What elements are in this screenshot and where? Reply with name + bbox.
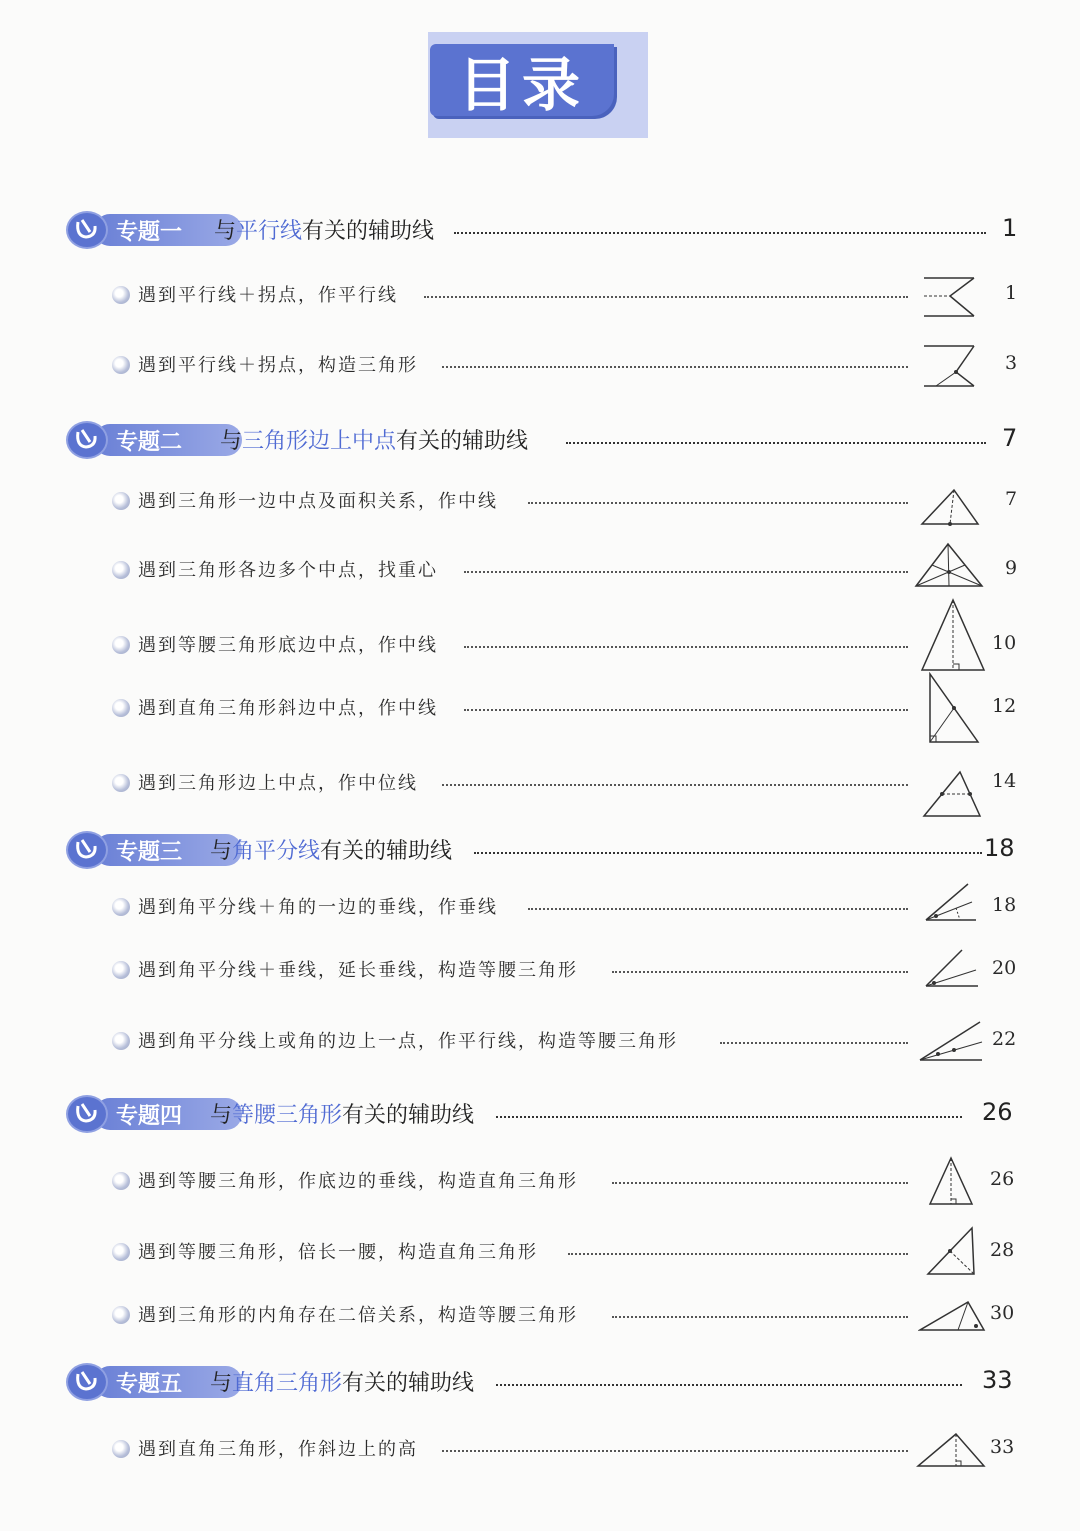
toc-item[interactable] [112, 1300, 1020, 1330]
section-title: 与平行线有关的辅助线 [214, 219, 435, 244]
toc-item-page: 18 [992, 894, 1017, 916]
section-3-header[interactable] [66, 828, 1020, 872]
bullet-icon [112, 1440, 130, 1458]
section-page-number: 1 [1002, 214, 1018, 242]
dot-leader [612, 1182, 908, 1184]
section-2-header[interactable] [66, 418, 1020, 462]
section-badge-label: 专题一 [94, 214, 242, 246]
angle-bisector-parallel-figure [918, 1020, 984, 1062]
toc-item[interactable] [112, 1237, 1020, 1267]
toc-item-text: 遇到直角三角形斜边中点，作中线 [138, 698, 438, 719]
bullet-icon [112, 774, 130, 792]
toc-item-text: 遇到平行线＋拐点，作平行线 [138, 285, 398, 306]
section-page-number: 33 [982, 1366, 1013, 1394]
angle-bisector-extend-figure [922, 946, 980, 990]
bullet-icon [112, 561, 130, 579]
toc-item-page: 33 [990, 1436, 1015, 1458]
bullet-icon [112, 286, 130, 304]
dot-leader [528, 502, 908, 504]
midline-figure [922, 770, 982, 818]
isosceles-perpendicular-figure [928, 1156, 974, 1206]
bullet-icon [112, 1306, 130, 1324]
toc-item-text: 遇到等腰三角形，倍长一腰，构造直角三角形 [138, 1242, 538, 1263]
dot-leader [442, 366, 908, 368]
swirl-icon [66, 1095, 108, 1133]
toc-item[interactable] [112, 630, 1020, 660]
dot-leader [442, 1450, 908, 1452]
dot-leader [474, 852, 982, 854]
toc-item-text: 遇到平行线＋拐点，构造三角形 [138, 355, 418, 376]
dot-leader [464, 571, 908, 573]
section-page-number: 18 [984, 834, 1015, 862]
toc-item-page: 22 [992, 1028, 1017, 1050]
bullet-icon [112, 1172, 130, 1190]
toc-item-page: 1 [1005, 282, 1018, 304]
section-title: 与等腰三角形有关的辅助线 [210, 1103, 475, 1128]
section-page-number: 26 [982, 1098, 1013, 1126]
section-title: 与直角三角形有关的辅助线 [210, 1371, 475, 1396]
dot-leader [424, 296, 908, 298]
toc-item-text: 遇到等腰三角形底边中点，作中线 [138, 635, 438, 656]
toc-item-text: 遇到三角形各边多个中点，找重心 [138, 560, 438, 581]
toc-item[interactable] [112, 350, 1020, 380]
toc-item-text: 遇到等腰三角形，作底边的垂线，构造直角三角形 [138, 1171, 578, 1192]
section-badge [66, 422, 242, 458]
dot-leader [568, 1253, 908, 1255]
toc-item-text: 遇到角平分线＋垂线，延长垂线，构造等腰三角形 [138, 960, 578, 981]
dot-leader [464, 709, 908, 711]
dot-leader [496, 1116, 962, 1118]
bullet-icon [112, 898, 130, 916]
bullet-icon [112, 356, 130, 374]
toc-item-page: 26 [990, 1168, 1015, 1190]
toc-item-text: 遇到角平分线上或角的边上一点，作平行线，构造等腰三角形 [138, 1031, 678, 1052]
right-triangle-altitude-figure [916, 1432, 986, 1468]
bullet-icon [112, 961, 130, 979]
section-4-header[interactable] [66, 1092, 1020, 1136]
dot-leader [612, 1316, 908, 1318]
toc-item[interactable] [112, 1166, 1020, 1196]
toc-item-page: 3 [1005, 352, 1018, 374]
toc-item[interactable] [112, 768, 1020, 798]
toc-item[interactable] [112, 955, 1020, 985]
section-1-header[interactable] [66, 208, 1020, 252]
toc-item[interactable] [112, 1026, 1020, 1056]
dot-leader [464, 646, 908, 648]
dot-leader [612, 971, 908, 973]
toc-item[interactable] [112, 280, 1020, 310]
toc-item-page: 14 [992, 770, 1017, 792]
dot-leader [496, 1384, 962, 1386]
page-title: 目录 [457, 51, 586, 119]
toc-item-text: 遇到直角三角形，作斜边上的高 [138, 1439, 418, 1460]
toc-item[interactable] [112, 892, 1020, 922]
section-page-number: 7 [1002, 424, 1018, 452]
triangle-median-figure [920, 488, 980, 526]
toc-item-page: 12 [992, 695, 1017, 717]
toc-item[interactable] [112, 1434, 1020, 1464]
toc-item[interactable] [112, 693, 1020, 723]
dot-leader [454, 232, 986, 234]
bullet-icon [112, 492, 130, 510]
section-badge-label: 专题五 [94, 1366, 242, 1398]
toc-item-page: 20 [992, 957, 1017, 979]
toc-item-text: 遇到角平分线＋角的一边的垂线，作垂线 [138, 897, 498, 918]
toc-item-text: 遇到三角形一边中点及面积关系，作中线 [138, 491, 498, 512]
swirl-icon [66, 1363, 108, 1401]
isosceles-double-leg-figure [926, 1226, 978, 1276]
toc-item-page: 9 [1005, 557, 1018, 579]
toc-item-page: 30 [990, 1302, 1015, 1324]
section-title: 与三角形边上中点有关的辅助线 [220, 429, 529, 454]
section-5-header[interactable] [66, 1360, 1020, 1404]
parallel-lines-figure [922, 272, 978, 322]
parallel-triangle-figure [922, 342, 978, 392]
toc-item[interactable] [112, 486, 1020, 516]
dot-leader [566, 442, 986, 444]
bullet-icon [112, 1032, 130, 1050]
swirl-icon [66, 211, 108, 249]
section-badge-label: 专题四 [94, 1098, 242, 1130]
toc-item-text: 遇到三角形边上中点，作中位线 [138, 773, 418, 794]
dot-leader [442, 784, 908, 786]
bullet-icon [112, 636, 130, 654]
isosceles-median-figure [920, 598, 986, 672]
swirl-icon [66, 421, 108, 459]
toc-item-page: 10 [992, 632, 1017, 654]
section-badge-label: 专题二 [94, 424, 242, 456]
section-title: 与角平分线有关的辅助线 [210, 839, 453, 864]
right-triangle-median-figure [926, 672, 980, 744]
centroid-figure [914, 542, 984, 590]
angle-bisector-perpendicular-figure [922, 880, 978, 924]
dot-leader [720, 1042, 908, 1044]
swirl-icon [66, 831, 108, 869]
double-angle-figure [918, 1300, 986, 1334]
toc-item-text: 遇到三角形的内角存在二倍关系，构造等腰三角形 [138, 1305, 578, 1326]
toc-item-page: 7 [1005, 488, 1018, 510]
bullet-icon [112, 699, 130, 717]
dot-leader [528, 908, 908, 910]
toc-item[interactable] [112, 555, 1020, 585]
toc-item-page: 28 [990, 1239, 1015, 1261]
section-badge-label: 专题三 [94, 834, 242, 866]
bullet-icon [112, 1243, 130, 1261]
